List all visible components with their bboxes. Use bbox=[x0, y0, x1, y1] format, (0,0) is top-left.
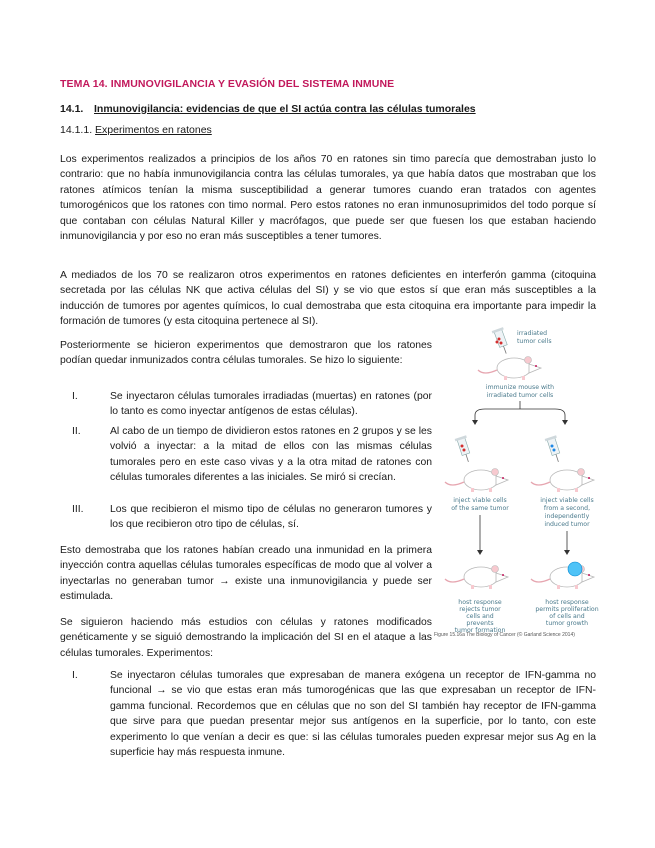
list-text: Se inyectaron células tumorales irradiadas (muertas) en ratones (por lo tanto es como inyectar antígenos de estas células). bbox=[110, 391, 432, 418]
fig-label: host response bbox=[458, 599, 502, 606]
fig-label: from a second, bbox=[543, 505, 591, 512]
fig-label: independently bbox=[544, 513, 590, 520]
mouse-icon bbox=[445, 566, 508, 590]
section-heading bbox=[60, 103, 476, 115]
list-text: Se inyectaron células tumorales que expresaban de manera exógena un receptor de IFN-gamma no funcional → se vio que estas eran más tumorogénicas que las que expresaban un receptor de IFN-gamma funcional. Recordemos que en células que no son del SI también hay receptor de IFN-gamma que sirve para que puedan presentar mejor sus antígenos en la superficie, por lo tanto, con este experimento lo que venían a decir es que: si las células tumorales pueden expresar mejor sus Ag en la superficie hay más respuesta inmune. bbox=[110, 670, 596, 759]
immunization-figure bbox=[435, 323, 605, 634]
chapter-title: TEMA 14. INMUNOVIGILANCIA Y EVASIÓN DEL SISTEMA INMUNE bbox=[60, 78, 395, 90]
fig-label: irradiated tumor cells bbox=[486, 392, 554, 399]
mouse-icon bbox=[531, 566, 594, 590]
fig-label: inject viable cells bbox=[453, 497, 507, 504]
section-title: Inmunovigilancia: evidencias de que el SI actúa contra las células tumorales bbox=[94, 103, 476, 115]
fig-label: tumor formation bbox=[454, 627, 506, 634]
list-marker: I. bbox=[72, 670, 78, 681]
fig-label: immunize mouse with bbox=[485, 384, 555, 391]
mouse-icon bbox=[531, 469, 594, 493]
figure-caption: Figure 15.16a The Biology of Cancer (© Garland Science 2014) bbox=[434, 632, 575, 638]
subsection-title: Experimentos en ratones bbox=[95, 124, 212, 136]
paragraph-athymic-mice: Los experimentos realizados a principios de los años 70 en ratones sin timo parecía que demostraban justo lo contrario: que no había inmunovigilancia contra las células tumorales, ya que había datos que mostraban que los ratones atímicos tenían la misma susceptibilidad a generar tumores cuando eran tratados con agentes tumorogénicos que los ratones con timo normal. Pero estos ratones no eran inmunosuprimidos del todo porque sí que contaban con células Natural Killer y macrófagos, que puede ser que fuesen los que estaban haciendo inmunovigilancia y por eso no eran más susceptibles a tener tumores. bbox=[60, 154, 596, 243]
mouse-icon bbox=[478, 357, 541, 381]
paragraph-interferon: A mediados de los 70 se realizaron otros experimentos en ratones deficientes en interferón gamma (citoquina secretada por las células NK que activa células del SI) y se vio que estos sí que eran más susceptibles a la inducción de tumores por agentes químicos, lo cual demostraba que esta citoquina era importante para impedir la formación de tumores (y esta citoquina pertenece al SI). bbox=[60, 270, 596, 328]
subsection-number: 14.1.1. bbox=[60, 124, 93, 136]
list-marker: III. bbox=[72, 504, 84, 515]
fig-label: of the same tumor bbox=[451, 505, 509, 512]
section-number: 14.1. bbox=[60, 103, 84, 115]
mouse-icon bbox=[445, 469, 508, 493]
list-text: Al cabo de un tiempo de dividieron estos ratones en 2 grupos y se les volvió a inyectar: a la mitad de ellos con las mismas células tumorales pero en este caso vivas y a la otra mitad de ratones con células tumorales diferentes a las iniciales. Se miró si crecían. bbox=[110, 426, 432, 484]
fig-label: induced tumor bbox=[544, 521, 590, 528]
syringe-icon bbox=[492, 327, 512, 356]
fig-label: rejects tumor bbox=[459, 606, 501, 613]
fig-label: inject viable cells bbox=[540, 497, 594, 504]
list-text: Los que recibieron el mismo tipo de células no generaron tumores y los que recibieron otro tipo de células, sí. bbox=[110, 504, 432, 531]
fig-label: irradiated bbox=[517, 330, 548, 337]
list-item bbox=[72, 389, 432, 421]
fig-label: tumor growth bbox=[545, 620, 589, 627]
syringe-icon bbox=[455, 435, 474, 463]
fig-label: permits proliferation bbox=[535, 606, 599, 613]
fig-label: tumor cells bbox=[517, 338, 552, 345]
list-item bbox=[72, 424, 432, 488]
list-marker: I. bbox=[72, 391, 78, 402]
fig-label: cells and bbox=[466, 613, 494, 620]
tumor-icon bbox=[568, 562, 582, 576]
fig-label: of cells and bbox=[549, 613, 585, 620]
list-item bbox=[72, 668, 596, 764]
paragraph-immunization: Posteriormente se hicieron experimentos que demostraron que los ratones podían quedar inmunizados contra células tumorales. Se hizo lo siguiente: bbox=[60, 340, 432, 367]
list-item bbox=[72, 502, 432, 534]
fig-label: prevents bbox=[466, 620, 494, 627]
fig-label: host response bbox=[545, 599, 589, 606]
syringe-icon bbox=[545, 435, 564, 463]
paragraph-conclusion: Esto demostraba que los ratones habían creado una inmunidad en la primera inyección contra aquellas células tumorales específicas de modo que al volver a inyectarlas no generaban tumor → existe una inmunovigilancia y puede ser estimulada. bbox=[60, 545, 432, 603]
paragraph-further-studies: Se siguieron haciendo más estudios con células y ratones modificados genéticamente y se siguió demostrando la implicación del SI en el ataque a las células tumorales. Experimentos: bbox=[60, 617, 432, 659]
list-marker: II. bbox=[72, 426, 81, 437]
subsection-heading bbox=[60, 124, 212, 136]
